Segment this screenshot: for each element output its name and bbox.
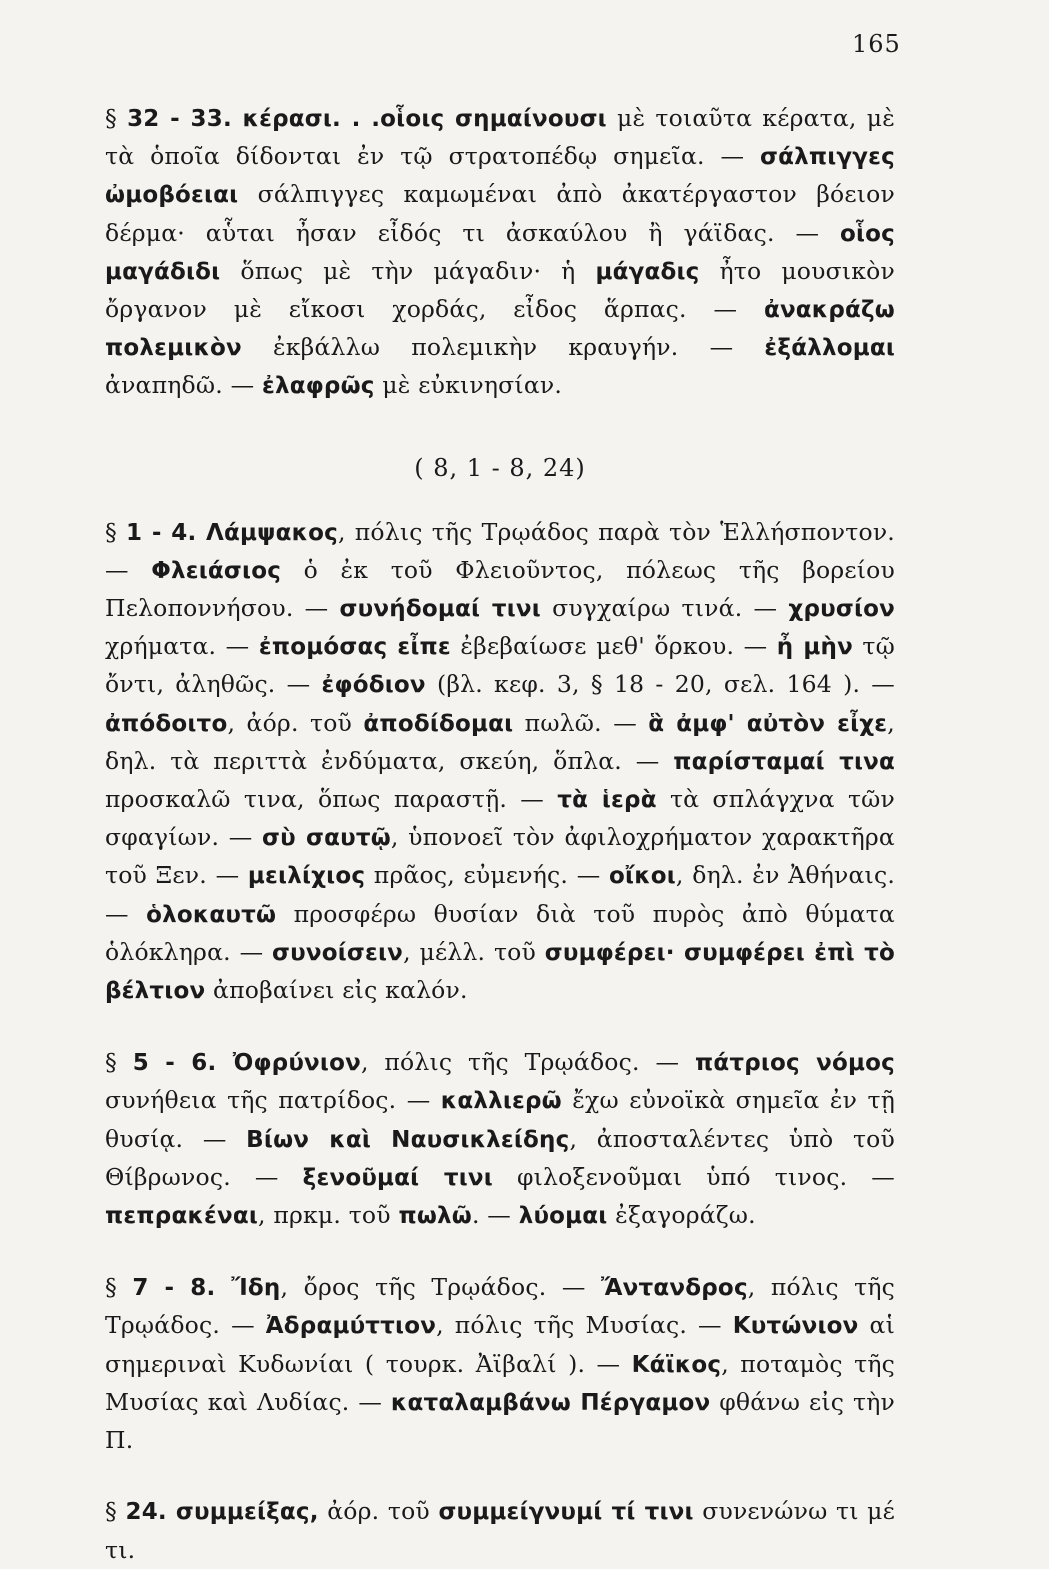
gloss-text: ἐβεβαίωσε μεθ' ὅρκου. — — [450, 632, 777, 661]
lemma-term: Ἀδραμύττιον — [265, 1313, 437, 1340]
lemma-term: 32 - 33. κέρασι. . .οἷοις σημαίνουσι — [127, 106, 607, 132]
gloss-text: πωλῶ. — — [513, 708, 649, 737]
lemma-term: συνήδομαί τινι — [339, 596, 541, 623]
gloss-text: , ὑπονοεῖ τὸν ἀφιλοχρήματον χαρακτῆρα τοῦ Ξεν. — — [105, 823, 895, 890]
chapter-heading: ( 8, 1 - 8, 24) — [414, 453, 586, 482]
lemma-term: ἐφόδιον — [321, 672, 426, 699]
lemma-term: καλλιερῶ — [440, 1088, 562, 1115]
gloss-text: § — [105, 104, 128, 132]
gloss-text: , πόλις τῆς Τρῳάδος παρὰ τὸν Ἑλλήσποντον. — — [105, 517, 895, 584]
gloss-text: ἔχω εὐνοϊκὰ σημεῖα ἐν τῇ θυσίᾳ. — — [105, 1086, 895, 1153]
lemma-term: λύομαι — [518, 1203, 608, 1230]
lemma-term: ἐξάλλομαι — [764, 335, 895, 362]
gloss-text: , δηλ. ἐν Ἀθήναις. — — [105, 861, 895, 928]
gloss-text: , ἀποσταλέντες ὑπὸ τοῦ Θίβρωνος. — — [105, 1124, 895, 1191]
lemma-term: οἷος μαγάδιδι — [105, 220, 895, 285]
lemma-term: συνοίσειν — [272, 939, 404, 966]
paragraph-7-8 — [105, 1269, 895, 1459]
gloss-text: , ὄρος τῆς Τρῳάδος. — — [280, 1273, 601, 1302]
gloss-text: μὲ εὐκινησίαν. — [374, 371, 563, 400]
gloss-text: , ἀόρ. τοῦ — [227, 708, 364, 737]
gloss-text: ὁ ἐκ τοῦ Φλειοῦντος, πόλεως τῆς βορείου Πελοποννήσου. — — [105, 555, 895, 623]
gloss-text: τῷ ὄντι, ἀληθῶς. — — [105, 632, 895, 699]
lemma-term: μειλίχιος — [247, 863, 366, 890]
paragraph-32-33 — [105, 100, 895, 406]
lemma-term: Κάϊκος — [631, 1351, 722, 1378]
gloss-text: § — [105, 1273, 133, 1302]
lemma-term: ὁλοκαυτῶ — [146, 901, 277, 928]
page-number: 165 — [852, 30, 901, 58]
gloss-text: . — — [471, 1201, 519, 1230]
lemma-term: ἃ ἀμφ' αὐτὸν εἶχε — [648, 710, 888, 737]
lemma-term: σάλπιγγες ὠμοβόειαι — [105, 144, 895, 209]
gloss-text: συγχαίρω τινά. — — [540, 594, 789, 623]
gloss-text: πρᾶος, εὐμενής. — — [365, 861, 610, 890]
gloss-text: φιλοξενοῦμαι ὑπό τινος. — — [492, 1162, 895, 1191]
lemma-term: συμφέρει· συμφέρει ἐπὶ τὸ βέλτιον — [105, 939, 895, 1005]
gloss-text: § — [105, 517, 127, 546]
gloss-text: , ποταμὸς τῆς Μυσίας καὶ Λυδίας. — — [105, 1349, 895, 1416]
page-body — [105, 100, 895, 1569]
gloss-text: ἐκβάλλω πολεμικὴν κραυγήν. — — [241, 333, 765, 362]
gloss-text: ἐξαγοράζω. — [607, 1201, 756, 1230]
lemma-term: πωλῶ — [398, 1203, 472, 1230]
gloss-text: φθάνω εἰς τὴν Π. — [105, 1387, 895, 1455]
gloss-text: ἀναπηδῶ. — — [105, 371, 262, 400]
lemma-term: ἀνακράζω πολεμικὸν — [105, 297, 895, 362]
gloss-text: § — [105, 1497, 126, 1526]
lemma-term: ξενοῦμαί τινι — [302, 1164, 493, 1191]
paragraph-24 — [105, 1493, 895, 1568]
gloss-text: , πόλις τῆς Τρῳάδος. — — [105, 1273, 895, 1340]
lemma-term: ἀποδίδομαι — [363, 710, 514, 737]
lemma-term: Βίων καὶ Ναυσικλείδης — [246, 1126, 570, 1153]
gloss-text: (βλ. κεφ. 3, § 18 - 20, σελ. 164 ). — — [425, 670, 896, 699]
lemma-term: 1 - 4. Λάμψακος — [126, 519, 338, 546]
lemma-term: τὰ ἱερὰ — [557, 787, 657, 814]
lemma-term: 5 - 6. Ὀφρύνιον — [132, 1050, 361, 1077]
lemma-term: Κυτώνιον — [732, 1313, 859, 1340]
gloss-text: αἱ σημεριναὶ Κυδωνίαι ( τουρκ. Ἀϊβαλί ). — — [105, 1311, 895, 1378]
gloss-text: § — [105, 1048, 133, 1077]
gloss-text: συνήθεια τῆς πατρίδος. — — [105, 1086, 441, 1115]
gloss-text: ὅπως μὲ τὴν μάγαδιν· ἡ — [220, 256, 596, 285]
paragraph-1-4 — [105, 514, 895, 1011]
lemma-term: ἦ μὴν — [776, 634, 853, 661]
gloss-text: σάλπιγγες καμωμέναι ἀπὸ ἀκατέργαστον βόειον δέρμα· αὗται ἦσαν εἶδός τι ἀσκαύλου ἢ γάϊδας. — — [105, 180, 895, 247]
lemma-term: Ἄντανδρος — [600, 1275, 748, 1302]
lemma-term: πεπρακέναι — [105, 1203, 259, 1230]
lemma-term: ἀπόδοιτο — [105, 710, 228, 737]
paragraph-5-6 — [105, 1044, 895, 1235]
lemma-term: χρυσίον — [788, 596, 895, 623]
lemma-term: πάτριος νόμος — [694, 1050, 896, 1077]
lemma-term: Φλειάσιος — [151, 557, 282, 584]
gloss-text: , πρκμ. τοῦ — [258, 1201, 399, 1230]
gloss-text: προσφέρω θυσίαν διὰ τοῦ πυρὸς ἀπὸ θύματα ὁλόκληρα. — — [105, 899, 896, 966]
lemma-term: συμμείγνυμί τί τινι — [438, 1499, 694, 1526]
lemma-term: παρίσταμαί τινα — [673, 748, 895, 775]
gloss-text: μὲ τοιαῦτα κέρατα, μὲ τὰ ὁποῖα δίδονται ἐν τῷ στρατοπέδῳ σημεῖα. — — [105, 104, 895, 171]
lemma-term: καταλαμβάνω Πέργαμον — [390, 1389, 711, 1416]
gloss-text: , πόλις τῆς Τρῳάδος. — — [360, 1048, 695, 1077]
gloss-text: , μέλλ. τοῦ — [403, 937, 545, 966]
gloss-text: τὰ σπλάγχνα τῶν σφαγίων. — — [105, 785, 895, 852]
gloss-text: συνενώνω τι μέ τι. — [105, 1497, 896, 1564]
gloss-text: χρήματα. — — [105, 632, 259, 661]
lemma-term: ἐλαφρῶς — [261, 373, 375, 400]
gloss-text: προσκαλῶ τινα, ὅπως παραστῇ. — — [105, 785, 558, 814]
gloss-text: ἦτο μουσικὸν ὄργανον μὲ εἴκοσι χορδάς, εἶδος ἅρπας. — — [105, 256, 895, 324]
lemma-term: σὺ σαυτῷ — [262, 825, 391, 852]
lemma-term: 24. συμμείξας, — [125, 1499, 319, 1526]
gloss-text: , πόλις τῆς Μυσίας. — — [436, 1311, 733, 1340]
gloss-text: ἀποβαίνει εἰς καλόν. — [205, 976, 468, 1005]
gloss-text: , δηλ. τὰ περιττὰ ἐνδύματα, σκεύη, ὅπλα. — — [105, 708, 895, 775]
lemma-term: μάγαδις — [595, 258, 700, 285]
lemma-term: οἴκοι — [609, 863, 676, 890]
lemma-term: ἐπομόσας εἶπε — [258, 634, 451, 661]
lemma-term: 7 - 8. Ἴδη — [132, 1275, 281, 1302]
gloss-text: ἀόρ. τοῦ — [318, 1497, 439, 1526]
